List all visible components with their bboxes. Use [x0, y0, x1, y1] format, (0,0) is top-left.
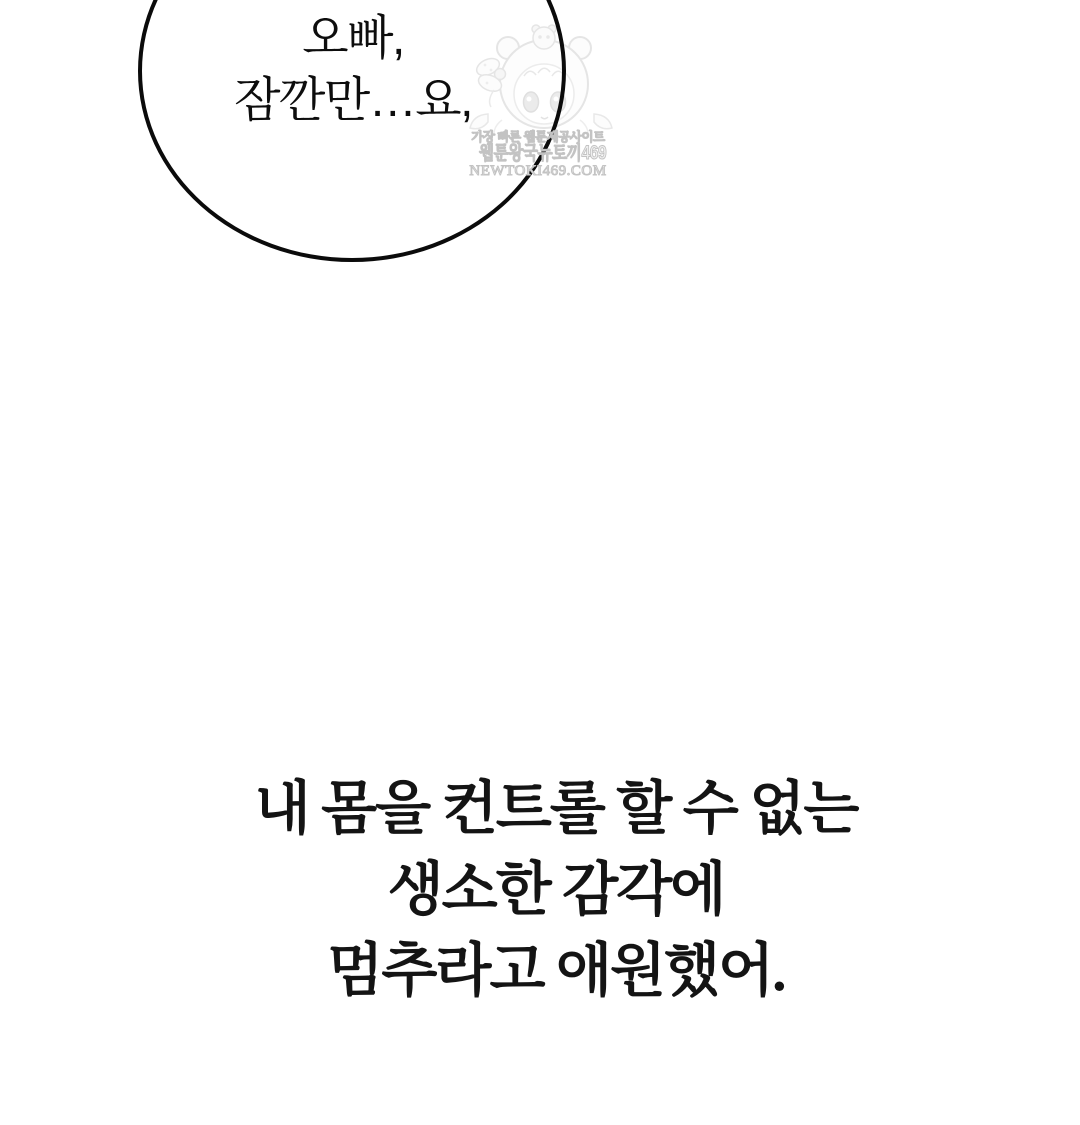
- watermark-domain: NEWTOKI469.COM: [469, 163, 607, 179]
- narration-line-3: 멈추라고 애원했어.: [327, 938, 785, 1003]
- speech-bubble-line-2: 잠깐만…요,: [234, 74, 472, 127]
- site-watermark: [466, 130, 610, 179]
- narration-text: [16, 768, 1080, 1011]
- narration-line-1: 내 몸을 컨트롤 할 수 없는: [254, 776, 858, 841]
- watermark-tagline: 가장 빠른 웹툰제공사이트: [471, 130, 605, 144]
- narration-line-2: 생소한 감각에: [387, 857, 725, 922]
- speech-bubble-text: [140, 8, 566, 132]
- speech-bubble-line-1: 오빠,: [302, 12, 404, 65]
- watermark-site-name: 웹툰왕국뉴토끼469: [478, 143, 607, 164]
